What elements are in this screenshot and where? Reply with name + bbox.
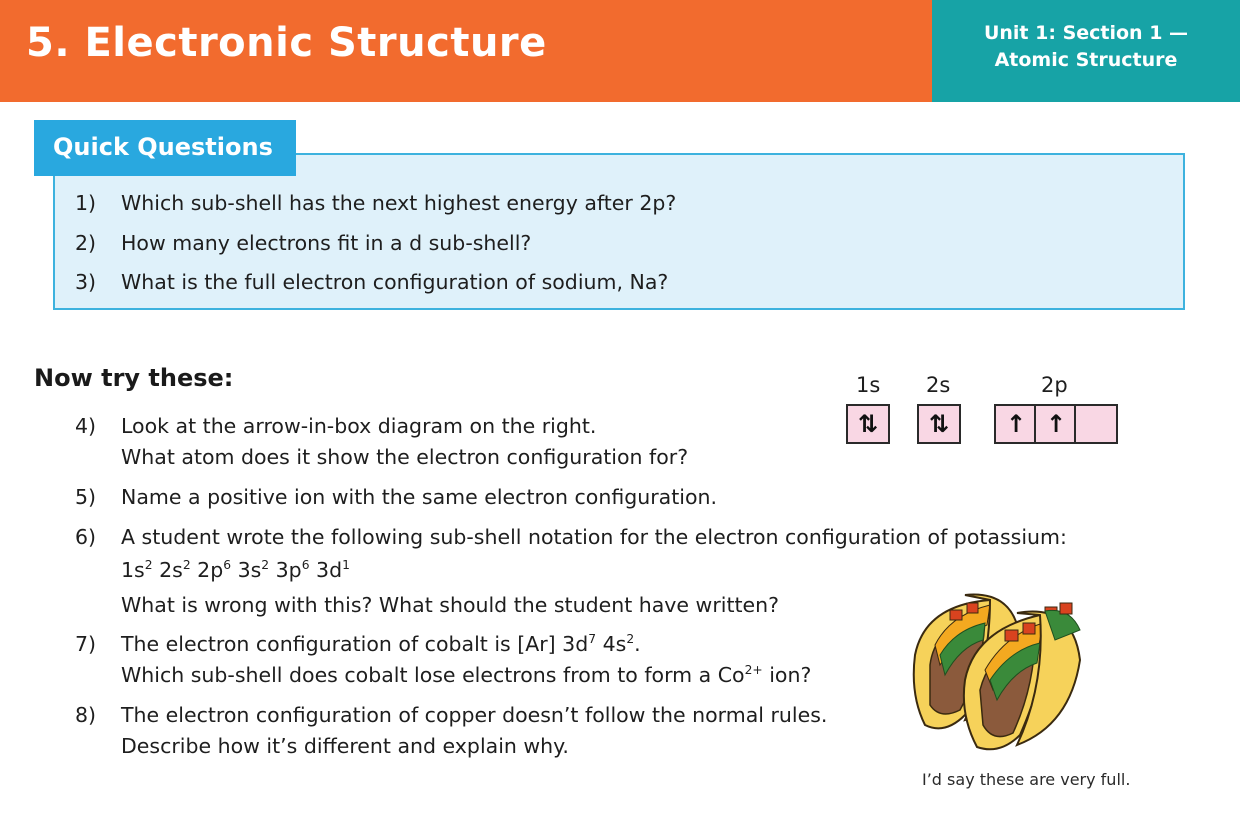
question-text: A student wrote the following sub-shell notation for the electron configuration of potassium:	[121, 525, 1067, 549]
up-arrow-icon: ↑	[1005, 410, 1027, 438]
orbital-label-1s: 1s	[856, 373, 881, 397]
orbital-box-2s	[917, 404, 961, 444]
orbital-box-1s	[846, 404, 890, 444]
notation-term: $3s^2$	[231, 558, 270, 582]
notation-term: $3p^6$	[269, 558, 310, 582]
question-text-line3: What is wrong with this? What should the student have written?	[121, 593, 780, 617]
question-text: The electron configuration of copper doesn’t follow the normal rules.	[121, 703, 828, 727]
question-number: 1)	[75, 191, 97, 215]
question-text: Which sub-shell has the next highest energy after 2p?	[121, 191, 677, 215]
illustration-caption: I’d say these are very full.	[922, 770, 1131, 789]
header-bar	[0, 0, 1240, 102]
orbital-label-2s: 2s	[926, 373, 951, 397]
question-text-line2: Describe how it’s different and explain why.	[121, 734, 569, 758]
question-text: Look at the arrow-in-box diagram on the right.	[121, 414, 597, 438]
question-number: 8)	[75, 703, 97, 727]
notation-term: $2s^2$	[152, 558, 191, 582]
tacos-illustration	[905, 585, 1130, 765]
question-number: 3)	[75, 270, 97, 294]
up-arrow-icon: ↑	[1045, 410, 1067, 438]
notation-term: $1s^2$	[121, 558, 153, 582]
paired-arrows-icon: ⇅	[928, 410, 950, 438]
question-text: How many electrons fit in a d sub-shell?	[121, 231, 532, 255]
question-number: 5)	[75, 485, 97, 509]
unit-label: Unit 1: Section 1 —	[983, 22, 1189, 44]
question-text: Name a positive ion with the same electron configuration.	[121, 485, 718, 509]
question-number: 6)	[75, 525, 97, 549]
empty-orbital	[1076, 406, 1116, 442]
header-title-panel	[0, 0, 932, 102]
orbital-label-2p: 2p	[1041, 373, 1068, 397]
orbital-box-2p	[994, 404, 1118, 444]
question-number: 4)	[75, 414, 97, 438]
question-text: The electron configuration of cobalt is [Ar] $3d^7$ $4s^2$.	[121, 632, 641, 656]
question-number: 7)	[75, 632, 97, 656]
question-text: What is the full electron configuration of sodium, Na?	[121, 270, 669, 294]
quick-questions-heading: Quick Questions	[34, 120, 296, 176]
question-number: 2)	[75, 231, 97, 255]
question-text-line2: What atom does it show the electron configuration for?	[121, 445, 689, 469]
question-text-line2: Which sub-shell does cobalt lose electrons from to form a $Co^{2+}$ ion?	[121, 663, 812, 687]
notation-term: $3d^1$	[309, 558, 350, 582]
paired-arrows-icon: ⇅	[857, 410, 879, 438]
electron-notation	[121, 556, 350, 584]
unit-badge	[932, 0, 1240, 102]
now-try-heading: Now try these:	[34, 364, 234, 392]
notation-term: $2p^6$	[190, 558, 232, 582]
page-title: 5. Electronic Structure	[26, 20, 547, 66]
section-label: Atomic Structure	[994, 49, 1178, 71]
